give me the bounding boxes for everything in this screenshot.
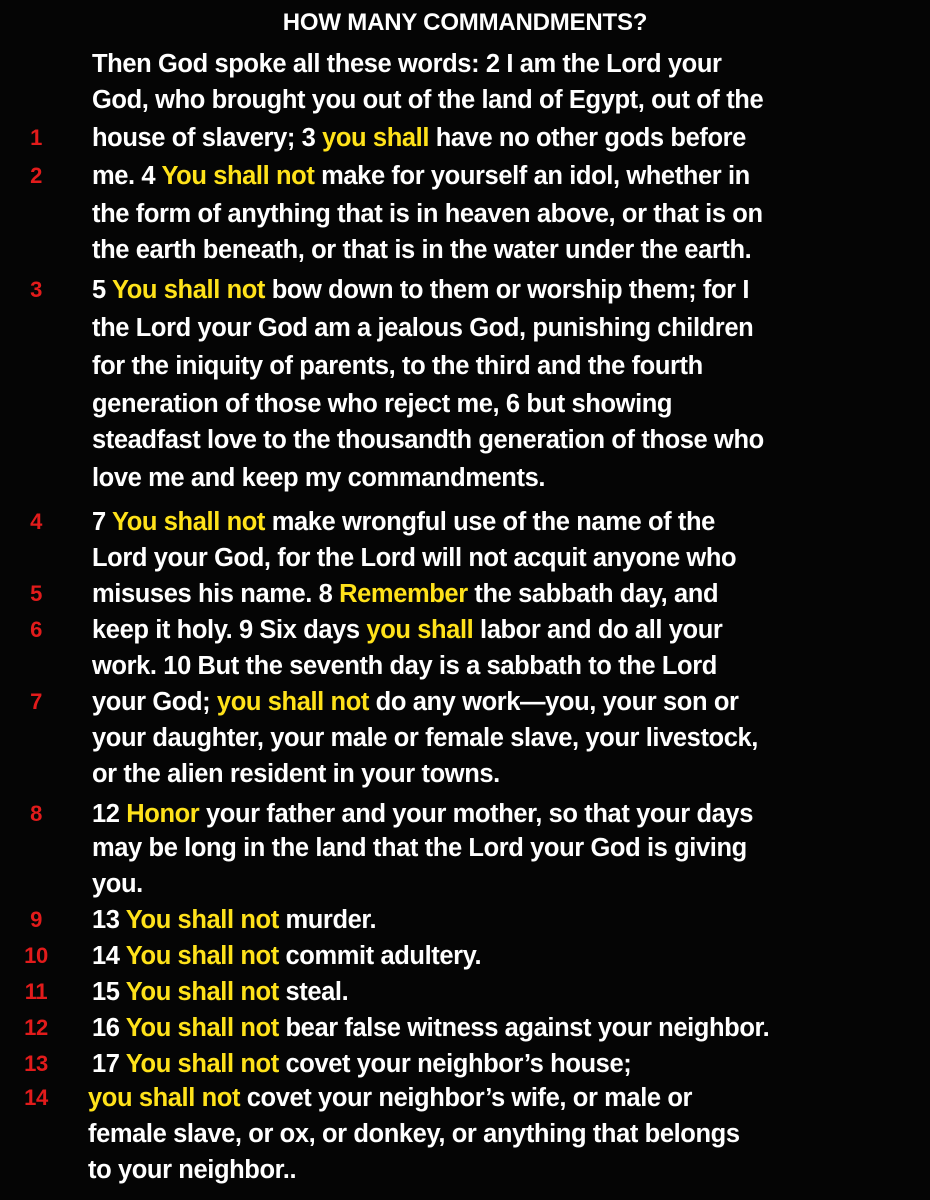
text-line: [0, 648, 930, 684]
line-text: [88, 1116, 740, 1152]
text-line: [0, 386, 930, 422]
text-segment: misuses his name. 8: [92, 580, 340, 608]
highlighted-phrase: you shall not: [216, 688, 369, 716]
text-line: [0, 1116, 930, 1152]
line-text: [92, 902, 376, 938]
highlighted-phrase: You shall not: [125, 1014, 279, 1042]
highlighted-phrase: you shall: [322, 124, 430, 152]
line-text: [92, 648, 717, 684]
text-segment: Then God spoke all these words: 2 I am the Lord your: [92, 50, 722, 78]
commandment-number: 13: [24, 1051, 48, 1076]
text-segment: bear false witness against your neighbor.: [278, 1014, 770, 1042]
text-segment: God, who brought you out of the land of Egypt, out of the: [92, 86, 764, 114]
line-text: [92, 46, 722, 82]
text-line: [0, 938, 930, 974]
line-text: [92, 386, 672, 422]
text-line: [0, 196, 930, 232]
text-segment: 15: [92, 978, 126, 1006]
text-segment: house of slavery; 3: [92, 124, 323, 152]
line-text: [92, 540, 736, 576]
highlighted-phrase: You shall not: [112, 508, 266, 536]
commandment-number: 4: [30, 509, 42, 534]
line-text: [92, 82, 763, 118]
line-text: [92, 310, 753, 346]
line-text: [92, 348, 703, 384]
text-segment: the Lord your God am a jealous God, punishing children: [92, 314, 754, 342]
text-segment: may be long in the land that the Lord your God is giving: [92, 834, 747, 862]
text-segment: work. 10 But the seventh day is a sabbath to the Lord: [92, 652, 717, 680]
text-segment: Lord your God, for the Lord will not acquit anyone who: [92, 544, 737, 572]
commandment-number: 11: [24, 979, 48, 1004]
highlighted-phrase: You shall not: [125, 906, 279, 934]
line-text: [92, 158, 750, 194]
text-line: [0, 46, 930, 82]
text-line: [0, 902, 930, 938]
highlighted-phrase: You shall not: [112, 276, 266, 304]
text-segment: or the alien resident in your towns.: [92, 760, 500, 788]
text-segment: your daughter, your male or female slave, your livestock,: [92, 724, 758, 752]
text-line: [0, 720, 930, 756]
commandment-number: 3: [30, 277, 42, 302]
line-text: [92, 460, 545, 496]
text-segment: me. 4: [92, 162, 162, 190]
highlighted-phrase: You shall not: [125, 978, 279, 1006]
text-segment: steal.: [278, 978, 349, 1006]
text-segment: generation of those who reject me, 6 but showing: [92, 390, 673, 418]
text-segment: 12: [92, 800, 127, 828]
line-text: [92, 938, 481, 974]
text-line: [0, 612, 930, 648]
line-text: [92, 720, 758, 756]
line-text: [92, 684, 739, 720]
highlighted-phrase: Remember: [339, 580, 468, 608]
line-text: [92, 756, 500, 792]
commandment-number: 14: [24, 1085, 48, 1110]
text-segment: keep it holy. 9 Six days: [92, 616, 367, 644]
line-text: [92, 232, 751, 268]
text-segment: love me and keep my commandments.: [92, 464, 546, 492]
highlighted-phrase: you shall not: [88, 1084, 241, 1112]
line-text: [92, 576, 718, 612]
text-line: [0, 576, 930, 612]
line-text: [92, 196, 763, 232]
highlighted-phrase: Honor: [126, 800, 200, 828]
commandment-number: 10: [24, 943, 48, 968]
commandment-number: 9: [30, 907, 42, 932]
text-segment: 16: [92, 1014, 126, 1042]
text-line: [0, 866, 930, 902]
text-segment: 13: [92, 906, 126, 934]
text-segment: labor and do all your: [473, 616, 723, 644]
text-segment: murder.: [278, 906, 377, 934]
text-line: [0, 1152, 930, 1188]
line-text: [92, 422, 764, 458]
commandment-number: 5: [30, 581, 42, 606]
page-title: HOW MANY COMMANDMENTS?: [282, 9, 648, 36]
text-line: [0, 310, 930, 346]
text-line: [0, 974, 930, 1010]
text-line: [0, 82, 930, 118]
text-line: [0, 684, 930, 720]
commandment-number: 1: [30, 125, 42, 150]
text-line: [0, 348, 930, 384]
text-segment: the earth beneath, or that is in the water under the earth.: [92, 236, 752, 264]
highlighted-phrase: You shall not: [125, 1050, 279, 1078]
line-text: [92, 974, 348, 1010]
text-segment: 5: [92, 276, 113, 304]
text-line: [0, 232, 930, 268]
text-line: [0, 1080, 930, 1116]
text-line: [0, 1010, 930, 1046]
text-segment: have no other gods before: [429, 124, 746, 152]
text-line: [0, 158, 930, 194]
text-segment: steadfast love to the thousandth generation of those who: [92, 426, 764, 454]
line-text: [92, 796, 753, 832]
line-text: [92, 866, 143, 902]
line-text: [92, 830, 747, 866]
commandment-number: 8: [30, 801, 42, 826]
commandment-number: 12: [24, 1015, 48, 1040]
line-text: [92, 1010, 769, 1046]
text-segment: 14: [92, 942, 126, 970]
text-line: [0, 272, 930, 308]
line-text: [92, 504, 715, 540]
text-segment: the form of anything that is in heaven above, or that is on: [92, 200, 763, 228]
text-line: [0, 830, 930, 866]
highlighted-phrase: you shall: [366, 616, 474, 644]
text-segment: to your neighbor..: [88, 1156, 297, 1184]
text-line: [0, 1046, 930, 1082]
text-segment: commit adultery.: [278, 942, 482, 970]
text-line: [0, 460, 930, 496]
text-segment: for the iniquity of parents, to the third and the fourth: [92, 352, 703, 380]
text-segment: you.: [92, 870, 143, 898]
text-segment: 17: [92, 1050, 126, 1078]
line-text: [88, 1152, 296, 1188]
text-segment: make wrongful use of the name of the: [265, 508, 715, 536]
text-line: [0, 756, 930, 792]
text-line: [0, 504, 930, 540]
line-text: [92, 272, 749, 308]
text-segment: make for yourself an idol, whether in: [314, 162, 750, 190]
text-segment: do any work—you, your son or: [368, 688, 739, 716]
text-segment: the sabbath day, and: [467, 580, 719, 608]
highlighted-phrase: You shall not: [161, 162, 315, 190]
text-segment: your God;: [92, 688, 217, 716]
text-line: [0, 796, 930, 832]
text-line: [0, 120, 930, 156]
text-segment: covet your neighbor’s wife, or male or: [240, 1084, 693, 1112]
line-text: [92, 612, 722, 648]
text-segment: covet your neighbor’s house;: [278, 1050, 632, 1078]
line-text: [92, 120, 746, 156]
line-text: [92, 1046, 631, 1082]
line-text: [88, 1080, 692, 1116]
text-line: [0, 422, 930, 458]
text-segment: bow down to them or worship them; for I: [265, 276, 750, 304]
highlighted-phrase: You shall not: [125, 942, 279, 970]
text-line: [0, 540, 930, 576]
commandment-number: 6: [30, 617, 42, 642]
text-segment: 7: [92, 508, 113, 536]
text-segment: your father and your mother, so that your days: [199, 800, 753, 828]
text-segment: female slave, or ox, or donkey, or anything that belongs: [88, 1120, 740, 1148]
commandment-number: 2: [30, 163, 42, 188]
commandment-number: 7: [30, 689, 42, 714]
